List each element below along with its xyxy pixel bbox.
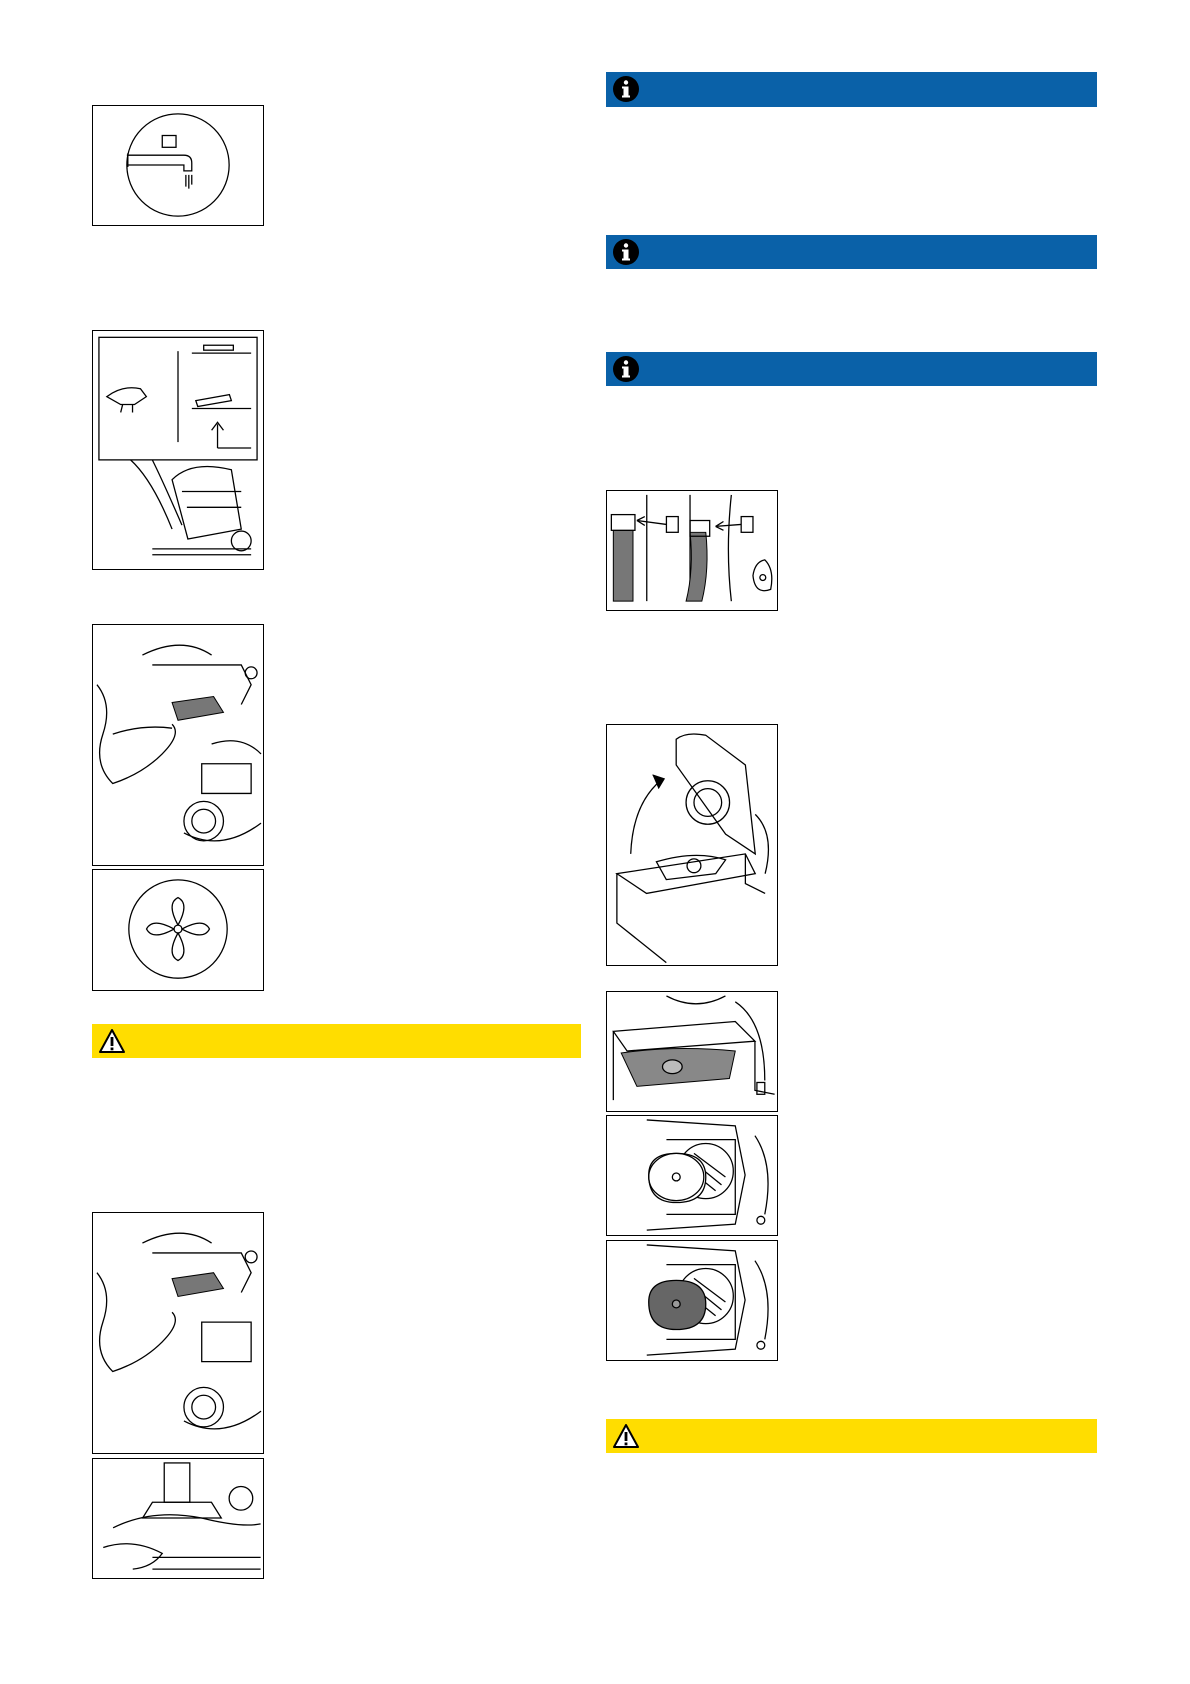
pedal-press-illustration bbox=[93, 625, 263, 865]
vacuum-motor-filter-removed-figure bbox=[606, 1240, 778, 1361]
tank-filter-figure bbox=[606, 991, 778, 1112]
info-notice-bar-1 bbox=[606, 72, 1097, 107]
tank-filter-illustration bbox=[607, 992, 777, 1111]
vacuum-motor-filter-figure bbox=[606, 1115, 778, 1236]
squeegee-mount-illustration bbox=[93, 1459, 263, 1578]
info-icon bbox=[612, 238, 640, 266]
info-notice-bar-2 bbox=[606, 235, 1097, 269]
warning-triangle-icon bbox=[612, 1422, 640, 1450]
warning-notice-bar bbox=[92, 1024, 581, 1058]
warning-triangle-icon bbox=[98, 1027, 126, 1055]
pedal-press-figure bbox=[92, 624, 264, 866]
hose-hook-illustration bbox=[607, 491, 777, 610]
vacuum-motor-filter-illustration bbox=[607, 1116, 777, 1235]
info-notice-bar-3 bbox=[606, 352, 1097, 386]
pedal-release-illustration bbox=[93, 1213, 263, 1453]
pedal-release-figure bbox=[92, 1212, 264, 1454]
squeegee-blade-diagram-figure bbox=[92, 330, 264, 570]
squeegee-blade-diagram bbox=[93, 331, 263, 569]
water-tap-symbol-figure bbox=[92, 105, 264, 226]
hose-hook-figure bbox=[606, 490, 778, 611]
water-tap-icon bbox=[93, 106, 263, 225]
squeegee-mount-figure bbox=[92, 1458, 264, 1579]
fan-symbol-figure bbox=[92, 869, 264, 991]
fan-icon bbox=[93, 870, 263, 990]
warning-notice-bar-2 bbox=[606, 1419, 1097, 1453]
tank-lid-open-illustration bbox=[607, 725, 777, 965]
info-icon bbox=[612, 75, 640, 103]
vacuum-motor-filter-removed-illustration bbox=[607, 1241, 777, 1360]
info-icon bbox=[612, 355, 640, 383]
tank-lid-open-figure bbox=[606, 724, 778, 966]
